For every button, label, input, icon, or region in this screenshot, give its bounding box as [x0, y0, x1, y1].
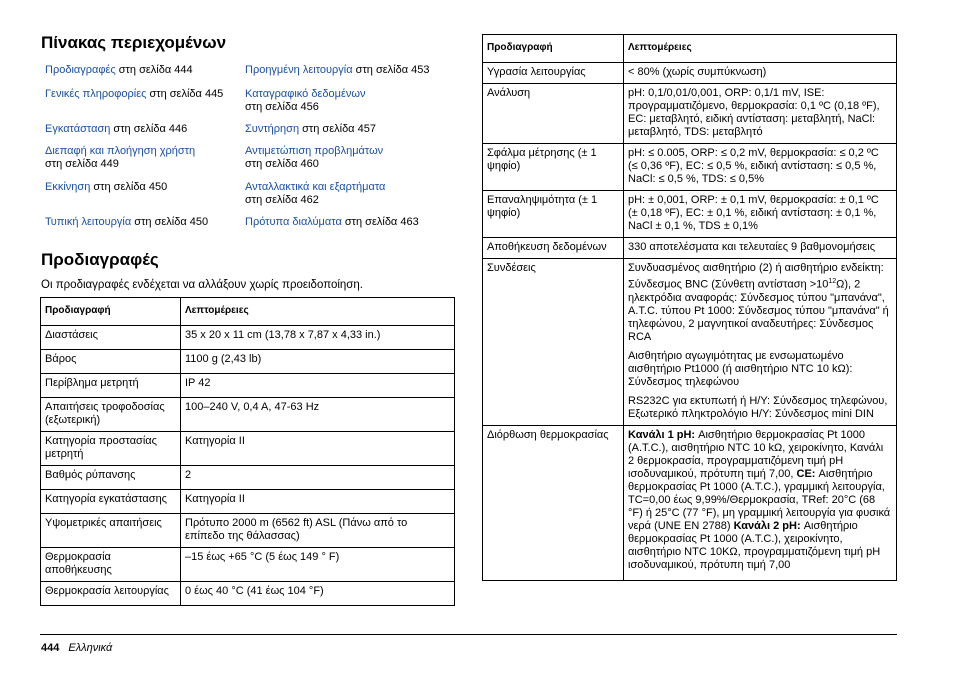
toc-page-ref: στη σελίδα 444: [115, 64, 193, 76]
toc-page-ref: στη σελίδα 449: [45, 158, 119, 170]
toc-link[interactable]: Αντιμετώπιση προβλημάτων: [245, 145, 384, 157]
spec-details: [624, 259, 897, 426]
toc-link[interactable]: Πρότυπα διαλύματα: [245, 216, 342, 228]
toc-entry: [45, 181, 240, 194]
column-header-details: Λεπτομέρειες: [624, 35, 897, 63]
toc-entry: [245, 123, 475, 136]
toc-page-ref: στη σελίδα 457: [299, 123, 376, 135]
spec-details: Κανάλι 1 pH: Αισθητήριο θερμοκρασίας Pt 1000 (A.T.C.), αισθητήριο NTC 10 kΩ, χειροκίνητο, Κανάλι 2 θερμοκρασία, προγραμματιζόμενη τιμή pH ισοδυναμικού, πρότυπη τιμή 7,00, CE: Αισθητήριο θερμοκρασίας Pt 1000 (A.T.C.), γραμμική λειτουργία, TC=0,00 έως 9,99%/Θερμοκρασία, TRef: 20°C (68 °F) ή 25°C (77 °F), μη γραμμική λειτουργία για φυσικά νερά (UNE EN 2788) Κανάλι 2 pH: Αισθητήριο θερμοκρασίας Pt 1000 (A.T.C.), χειροκίνητο, αισθητήριο NTC 10ΚΩ, προγραμματιζόμενη τιμή pH ισοδυναμικού, πρότυπη τιμή 7,00: [624, 425, 897, 580]
footer-divider: [40, 634, 897, 635]
connections-paragraph-3: RS232C για εκτυπωτή ή Η/Υ: Σύνδεσμος τηλεφώνου, Εξωτερικό πληκτρολόγιο Η/Υ: Σύνδεσμος mini DIN: [628, 394, 888, 420]
page-number: 444: [41, 642, 60, 654]
table-row: [41, 350, 455, 374]
toc-link[interactable]: Ανταλλακτικά και εξαρτήματα: [245, 181, 386, 193]
toc-page-ref: στη σελίδα 460: [245, 158, 319, 170]
toc-page-ref: στη σελίδα 453: [352, 64, 430, 76]
spec-name: Επαναληψιμότητα (± 1 ψηφίο): [483, 191, 624, 238]
toc-entry: [245, 64, 475, 77]
spec-name: Υγρασία λειτουργίας: [483, 63, 624, 84]
spec-name: Περίβλημα μετρητή: [41, 374, 181, 398]
spec-name: Συνδέσεις: [483, 259, 624, 426]
table-row: [41, 398, 455, 432]
specs-note: Οι προδιαγραφές ενδέχεται να αλλάξουν χωρίς προειδοποίηση.: [41, 279, 363, 291]
table-header-row: [41, 298, 455, 326]
table-row: [483, 238, 897, 259]
toc-link[interactable]: Γενικές πληροφορίες: [45, 88, 147, 100]
connections-paragraph-1: Συνδυασμένος αισθητήριο (2) ή αισθητήριο ενδείκτη: Σύνδεσμος BNC (Σύνθετη $\alpha\nu\tau ί\sigma\tau\alpha\sigma\eta >10^{12}\Omega$), 2 ηλεκτρόδια αναφοράς: Σύνδεσμος τύπου "μπανάνα", A.T.C. τύπου Pt 1000: Σύνδεσμος τύπου "μπανάνα" ή τηλεφώνου, 2 μαγνητικοί αναδευτήρες: Σύνδεσμος RCA: [628, 262, 889, 343]
spec-name: Βαθμός ρύπανσης: [41, 466, 181, 490]
spec-details: –15 έως +65 °C (5 έως 149 ° F): [181, 548, 455, 582]
toc-page-ref: στη σελίδα 446: [110, 123, 188, 135]
toc-link[interactable]: Τυπική λειτουργία: [45, 216, 132, 228]
table-row: [41, 582, 455, 606]
specs-table-right: [482, 34, 897, 581]
toc-page-ref: στη σελίδα 450: [90, 181, 168, 193]
toc-page-ref: στη σελίδα 463: [341, 216, 419, 228]
spec-details: 330 αποτελέσματα και τελευταίες 9 βαθμονομήσεις: [624, 238, 897, 259]
toc-entry: [245, 88, 475, 114]
table-row: [483, 191, 897, 238]
spec-name: Αποθήκευση δεδομένων: [483, 238, 624, 259]
toc-page-ref: στη σελίδα 450: [131, 216, 209, 228]
toc-title: Πίνακας περιεχομένων: [41, 33, 227, 52]
table-header-row: [483, 35, 897, 63]
spec-name: Κατηγορία προστασίας μετρητή: [41, 432, 181, 466]
spec-details: Πρότυπο 2000 m (6562 ft) ASL (Πάνω από το επίπεδο της θάλασσας): [181, 514, 455, 548]
toc-entry: [45, 216, 240, 229]
spec-name: Διαστάσεις: [41, 326, 181, 350]
spec-name: Διόρθωση θερμοκρασίας: [483, 425, 624, 580]
table-row: [41, 326, 455, 350]
toc-link[interactable]: Καταγραφικό δεδομένων: [245, 88, 366, 100]
table-row: [41, 548, 455, 582]
spec-details: pH: ≤ 0.005, ORP: ≤ 0,2 mV, θερμοκρασία: ≤ 0,2 ºC (≤ 0,36 ºF), EC: ≤ 0,5 %, ειδική αντίσταση: ≤ 0,5 %, NaCl: ≤ 0,5 %, TDS: ≤ 0,5%: [624, 144, 897, 191]
column-header-spec: Προδιαγραφή: [483, 35, 624, 63]
specs-title: Προδιαγραφές: [41, 250, 159, 269]
toc-page-ref: στη σελίδα 462: [245, 194, 319, 206]
specs-table-left: [40, 297, 455, 606]
spec-details: < 80% (χωρίς συμπύκνωση): [624, 63, 897, 84]
spec-details: 35 x 20 x 11 cm (13,78 x 7,87 x 4,33 in.): [181, 326, 455, 350]
column-header-details: Λεπτομέρειες: [181, 298, 455, 326]
spec-name: Ανάλυση: [483, 84, 624, 144]
toc-link[interactable]: Προηγμένη λειτουργία: [245, 64, 353, 76]
spec-details: 100–240 V, 0,4 A, 47-63 Hz: [181, 398, 455, 432]
spec-name: Υψομετρικές απαιτήσεις: [41, 514, 181, 548]
spec-name: Κατηγορία εγκατάστασης: [41, 490, 181, 514]
column-header-spec: Προδιαγραφή: [41, 298, 181, 326]
spec-name: Θερμοκρασία αποθήκευσης: [41, 548, 181, 582]
table-row: [483, 63, 897, 84]
spec-name: Απαιτήσεις τροφοδοσίας (εξωτερική): [41, 398, 181, 432]
spec-details: pH: ± 0,001, ORP: ± 0,1 mV, θερμοκρασία: ± 0,1 ºC (± 0,18 ºF), EC: ± 0,1 %, ειδική αντίσταση: ± 0,1 %, NaCl ± 0,1 %, TDS ± 0,1%: [624, 191, 897, 238]
table-row: [483, 259, 897, 426]
spec-details: 0 έως 40 °C (41 έως 104 °F): [181, 582, 455, 606]
toc-page-ref: στη σελίδα 456: [245, 101, 319, 113]
toc-entry: [45, 88, 240, 101]
toc-link[interactable]: Συντήρηση: [245, 123, 300, 135]
table-row: [41, 466, 455, 490]
toc-entry: [245, 216, 475, 229]
table-row: [41, 374, 455, 398]
toc-entry: [45, 64, 240, 77]
toc-page-ref: στη σελίδα 445: [146, 88, 224, 100]
page-language: Ελληνικά: [68, 642, 113, 654]
table-row: [483, 84, 897, 144]
toc-link[interactable]: Διεπαφή και πλοήγηση χρήστη: [45, 145, 196, 157]
toc-link[interactable]: Εκκίνηση: [45, 181, 91, 193]
table-row: [41, 490, 455, 514]
page-footer: [41, 642, 112, 654]
toc-entry: [245, 181, 475, 207]
spec-details: 2: [181, 466, 455, 490]
toc-entry: [45, 123, 240, 136]
spec-details: pH: 0,1/0,01/0,001, ORP: 0,1/1 mV, ISE: προγραμματιζόμενο, θερμοκρασία: 0,1 ºC (0,18 ºF), EC: μεταβλητό, ειδική αντίσταση: μεταβλητή, NaCl: μεταβλητό, TDS: μεταβλητό: [624, 84, 897, 144]
toc-entry: [45, 145, 240, 171]
toc-link[interactable]: Προδιαγραφές: [45, 64, 116, 76]
connections-paragraph-2: Αισθητήριο αγωγιμότητας με ενσωματωμένο αισθητήριο Pt1000 (ή αισθητήριο NTC 10 kΩ): Σύνδεσμος τηλεφώνου: [628, 349, 853, 388]
spec-details: IP 42: [181, 374, 455, 398]
table-row: [41, 432, 455, 466]
spec-name: Σφάλμα μέτρησης (± 1 ψηφίο): [483, 144, 624, 191]
spec-details: Κατηγορία II: [181, 432, 455, 466]
toc-link[interactable]: Εγκατάσταση: [45, 123, 111, 135]
table-row: [483, 144, 897, 191]
spec-name: Βάρος: [41, 350, 181, 374]
spec-details: Κατηγορία II: [181, 490, 455, 514]
toc-entry: [245, 145, 475, 171]
table-row: [483, 425, 897, 580]
table-row: [41, 514, 455, 548]
spec-details: 1100 g (2,43 lb): [181, 350, 455, 374]
spec-name: Θερμοκρασία λειτουργίας: [41, 582, 181, 606]
